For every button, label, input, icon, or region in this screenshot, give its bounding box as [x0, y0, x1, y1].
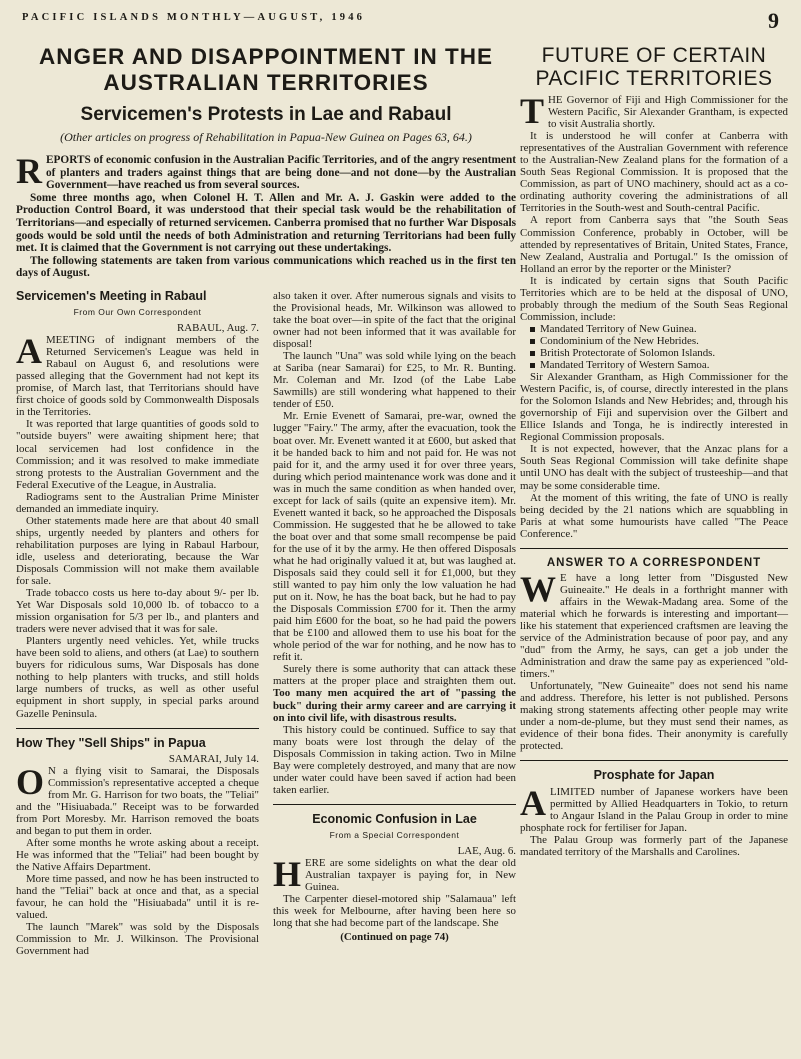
- right-column: [520, 44, 788, 858]
- papua-section-title: How They "Sell Ships" in Papua: [16, 735, 206, 750]
- column-middle: [273, 290, 516, 957]
- page-number: 9: [768, 8, 779, 33]
- main-headline: ANGER AND DISAPPOINTMENT IN THE AUSTRALIAN TERRITORIES: [39, 44, 493, 95]
- answer-paragraph-2: Unfortunately, "New Guineaite" does not send his name and address. Therefore, his letter is not published. Persons making strong statements affecting other people may write under a nom-de-plume, but they must send their names, as evidence of their bona fides. Their anonymity is carefully protected.: [520, 680, 788, 753]
- future-paragraph-7: At the moment of this writing, the fate of UNO is really being decided by the 21 nations which are squabbling in Paris at what some humourists have called "The Peace Conference.": [520, 491, 788, 540]
- future-article-body: [520, 91, 788, 858]
- papua-paragraph-4: The launch "Marek" was sold by the Disposals Commission to Mr. J. Wilkinson. The Provisional Government had: [16, 921, 259, 958]
- future-article-title: FUTURE OF CERTAIN PACIFIC TERRITORIES: [535, 44, 773, 90]
- bullet-icon: [530, 339, 535, 344]
- lae-paragraph-1: ERE are some sidelights on what the dear old Australian taxpayer is paying for, in New Guinea.: [305, 857, 516, 894]
- list-item: Mandated Territory of New Guinea.: [520, 323, 788, 335]
- papua-paragraph-2: After some months he wrote asking about a receipt. He was informed that the "Teliai" had been bought by the Native Affairs Department.: [16, 836, 259, 874]
- main-article: [16, 44, 516, 957]
- rabaul-dropcap: A: [16, 331, 42, 372]
- prosphate-paragraph-1: LIMITED number of Japanese workers have been permitted by Allied Headquarters in Tokio, to return to Angaur Island in the Palau Group in order to mine phosphate rock for fertiliser for Japan.: [520, 785, 788, 834]
- rabaul-paragraph-1: MEETING of indignant members of the Returned Servicemen's League was held in Rabaul on August 6, and resolutions were passed alleging that the Government had not kept its promise, of March last, that Territorians should have first choice of goods sold by Commonwealth Disposals in the Territories.: [16, 334, 259, 419]
- prosphate-paragraph-2: The Palau Group was formerly part of the Japanese mandated territory of the Marshalls and Carolines.: [520, 833, 788, 858]
- answer-dropcap: W: [520, 568, 556, 609]
- territory-list: [520, 323, 788, 371]
- two-column-body: [16, 290, 516, 957]
- papua-paragraph-1: N a flying visit to Samarai, the Disposals Commission's representative accepted a cheque from Mr. G. Harrison for two boats, the "Teliai" and the "Hisiuabada." Receipt was to be forwarded from Port Moresby. Mr. Harrison removed the boats and began to put them in order.: [16, 764, 259, 837]
- rabaul-dateline: RABAUL, Aug. 7.: [177, 322, 259, 335]
- lae-dateline: LAE, Aug. 6.: [457, 845, 516, 857]
- section-divider: [520, 548, 788, 549]
- papua-dropcap: O: [16, 761, 45, 802]
- article-intro: [16, 151, 516, 280]
- related-articles-note: (Other articles on progress of Rehabilitation in Papua-New Guinea on Pages 63, 64.): [60, 130, 472, 144]
- lae-section-title: Economic Confusion in Lae: [312, 811, 477, 826]
- answer-section-title: ANSWER TO A CORRESPONDENT: [546, 556, 762, 569]
- papua-dateline: SAMARAI, July 14.: [168, 752, 259, 765]
- future-dropcap: T: [520, 91, 545, 131]
- section-divider: [16, 728, 259, 729]
- running-head: PACIFIC ISLANDS MONTHLY—AUGUST, 1946: [22, 12, 366, 23]
- rabaul-paragraph-4: Other statements made here are that about 40 small ships, urgently needed by planters and others for rehabilitation purposes are lying in Rabaul Harbour, idle, useless and deteriorating, because the War Disposals Commission will not make them available for sale.: [16, 514, 259, 588]
- lae-paragraph-2: The Carpenter diesel-motored ship "Salamaua" left this week for Melbourne, after having been here so long that she had become part of the landscape. She: [273, 893, 516, 930]
- section-divider: [273, 804, 516, 805]
- papua-paragraph-9: This history could be continued. Suffice to say that many boats were lost through the delay of the Disposals Commission in taking action. Two in Milne Bay were completely destroyed, and many that are now under water could have been saved if action had been taken earlier.: [273, 723, 516, 796]
- intro-paragraph-3: The following statements are taken from various communications which reached us in the first ten days of August.: [16, 254, 516, 280]
- prosphate-section-title: Prosphate for Japan: [593, 768, 715, 783]
- rabaul-paragraph-3: Radiograms sent to the Australian Prime Minister demanded an immediate inquiry.: [16, 490, 259, 515]
- intro-dropcap: R: [16, 151, 42, 191]
- rabaul-paragraph-5: Trade tobacco costs us here to-day about 9/- per lb. Yet War Disposals sold 10,000 lb. of tobacco to a mission organisation for 5/3 per lb., and planters and traders were never advised that it was for sale.: [16, 587, 259, 636]
- continued-link[interactable]: (Continued on page 74): [340, 931, 449, 944]
- bullet-icon: [530, 351, 535, 356]
- subheadline: Servicemen's Protests in Lae and Rabaul: [80, 104, 452, 125]
- section-divider: [520, 760, 788, 761]
- future-paragraph-6: It is not expected, however, that the Anzac plans for a South Seas Regional Commission will take definite shape until UNO has dealt with the subject of trusteeship—and that may be some considerable time.: [520, 443, 788, 492]
- column-left: [16, 290, 259, 957]
- lae-dropcap: H: [273, 854, 302, 895]
- future-paragraph-3: A report from Canberra says that "the South Seas Commission Conference, probably in October, will be attended by representatives of Britain, United States, France, New Zealand, Australia and Portugal." Is the omission of Holland an error by the reporter or the Minister?: [520, 214, 788, 275]
- future-paragraph-5: Sir Alexander Grantham, as High Commissioner for the Western Pacific, is, of course, directly interested in the plans for the Solomon Islands and New Hebrides; and, through his governorship of Fiji and supervision over the Gilbert and Ellice Islands and Tonga, he is indirectly interested in Regional Commission proposals.: [520, 371, 788, 444]
- rabaul-byline: From Our Own Correspondent: [73, 306, 202, 317]
- rabaul-paragraph-6: Planters urgently need vehicles. Yet, while trucks have been sold to aliens, and others (at Lae) to southern buyers for ridiculous sums, War Disposals has done nothing to help planters with trucks, and still holds large numbers of trucks, as well as other useful equipment in short supply, in special parks around Gazelle Peninsula.: [16, 635, 259, 720]
- prosphate-dropcap: A: [520, 782, 546, 823]
- intro-paragraph-1: EPORTS of economic confusion in the Australian Pacific Territories, and of the angry resentment of planters and traders against things that are being done—and not done—by the Australian Government—have reached us from several sources.: [46, 154, 516, 192]
- answer-paragraph-1: E have a long letter from "Disgusted New Guineaite." He deals in a forthright manner with affairs in the Wewak-Madang area. Some of the material which he forwards is interesting and important—like his statement that experienced craftsmen are leaving the service of the Administration because of poor pay, and any "dud" from the Army, he says, can get a job under the Administration and draw the same pay as experienced "old-timers.": [520, 571, 788, 681]
- list-item: British Protectorate of Solomon Islands.: [520, 347, 788, 359]
- bullet-icon: [530, 327, 535, 332]
- future-paragraph-2: It is understood he will confer at Canberra with representatives of the Australian Government with reference to the Australian-New Zealand plans for the formation of a South Seas Regional Commission. It is proposed that the Commission, as part of UNO machinery, should act as a co-ordinating authority covering the administrations of all Territories in the South-west and South-central Pacific.: [520, 130, 788, 215]
- list-item: Mandated Territory of Western Samoa.: [520, 359, 788, 371]
- bullet-icon: [530, 363, 535, 368]
- papua-paragraph-7: Mr. Ernie Evenett of Samarai, pre-war, owned the lugger "Fairy." The army, after the evacuation, took the boat over. Mr. Evenett wanted it at £600, but asked that it be handed back to him and not paid for. He was not paid for it, and the army used it for over three years, during which period maintenance work was done and it was in much the same condition as when handed over, except for lack of sails (quite an expensive item). Mr. Evenett wanted it back, so he approached the Disposals Commission. He suggested that he be allowed to take the boat over and that some small recompense be paid for the use of it by the army. He then offered Disposals what he had originally valued it at, but was laughed at. Disposals said they could sell it for £1,000, but they still wanted to pay him only the low valuation he had put on it. Now, he has the boat back, but he had to pay the Disposals Commission £700 for it. Then the army paid him £600 for the boat, so he had paid the powers that be £100 and allowed them to use his boat for the whole period of the war for nothing, and he now has to refit it.: [273, 410, 516, 664]
- list-item: Condominium of the New Hebrides.: [520, 335, 788, 347]
- papua-paragraph-8: Surely there is some authority that can attack these matters at the proper place and straighten them out.: [273, 663, 516, 688]
- rabaul-section-title: Servicemen's Meeting in Rabaul: [16, 288, 207, 303]
- papua-paragraph-6: The launch "Una" was sold while lying on the beach at Sariba (near Samarai) for £25, to Mr. R. Bunting. Mr. Coleman and Mr. Izod (of the Labe Labe Sawmills) are still wondering what happened to their tender of £50.: [273, 350, 516, 411]
- papua-paragraph-3: More time passed, and now he has been instructed to hand the "Teliai" back at once and that, as a special favour, he can hold the "Hisiuabada" until it is re-valued.: [16, 873, 259, 922]
- intro-paragraph-2: Some three months ago, when Colonel H. T. Allen and Mr. A. J. Gaskin were added to the Production Control Board, it was understood that their special task would be the rehabilitation of Territorians—and especially of returned servicemen. Canberra promised that no further War Disposals goods would be sold until the needs of both Administration and returning Territorians had been fully met. It is claimed that the Government is not carrying out these undertakings.: [16, 191, 516, 255]
- lae-byline: From a Special Correspondent: [329, 829, 460, 840]
- future-paragraph-1: HE Governor of Fiji and High Commissioner for the Western Pacific, Sir Alexander Grantham, is expected to visit Australia shortly.: [548, 94, 788, 131]
- papua-paragraph-8-emphasis: Too many men acquired the art of "passing the buck" during their army career and are carrying it on into civil life, with disastrous results.: [273, 687, 516, 724]
- rabaul-paragraph-2: It was reported that large quantities of goods sold to "outside buyers" were awaiting shipment here; that local servicemen had lost confidence in the Commission; and it was resolved to make immediate strong protests to the Australian Government and the Federal Executive of the League, in Australia.: [16, 418, 259, 491]
- future-paragraph-4: It is indicated by certain signs that South Pacific Territories which are to be held at the disposal of UNO, probably through the medium of the South Seas Regional Commission, include:: [520, 274, 788, 323]
- papua-paragraph-5: also taken it over. After numerous signals and visits to the Provisional heads, Mr. Wilkinson was allowed to take the boat over—in spite of the fact that the original owner had not been informed that it was available for disposal!: [273, 289, 516, 351]
